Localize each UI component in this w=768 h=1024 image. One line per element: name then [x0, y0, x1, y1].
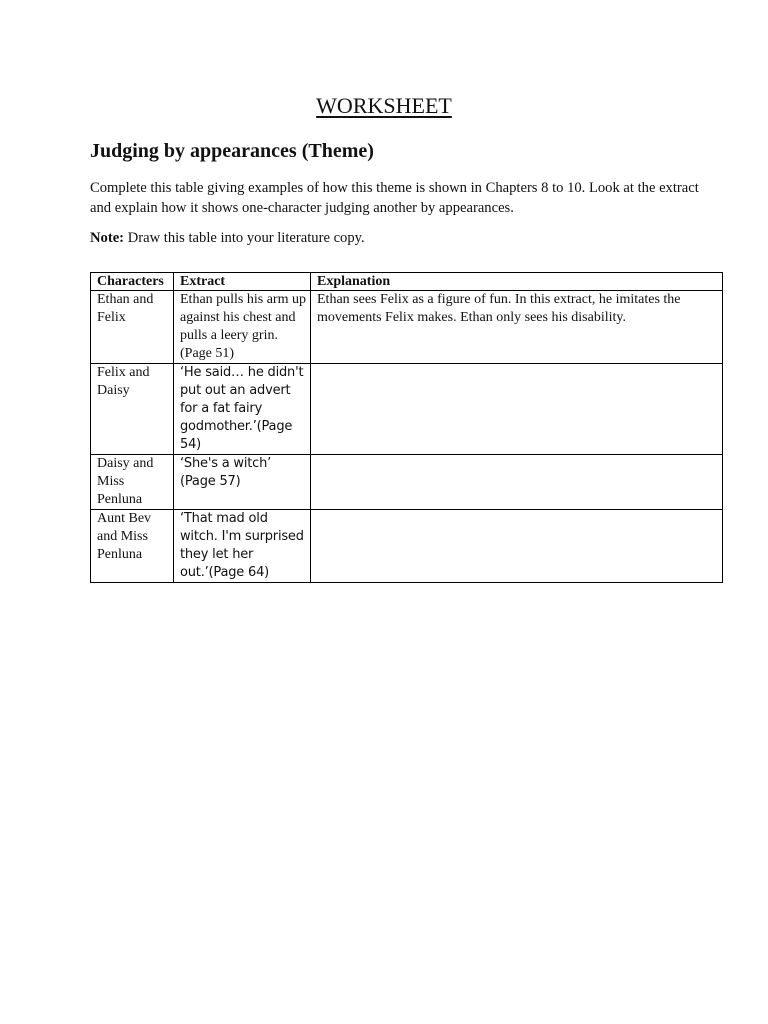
- cell-extract: ‘That mad old witch. I'm surprised they let her out.’(Page 64): [174, 510, 311, 583]
- cell-extract: ‘She's a witch’ (Page 57): [174, 455, 311, 510]
- cell-characters: Daisy and Miss Penluna: [91, 455, 174, 510]
- cell-explanation: [311, 455, 723, 510]
- instructions-paragraph: Complete this table giving examples of how this theme is shown in Chapters 8 to 10. Look at the extract and explain how it shows one-character judging another by appearances.: [90, 180, 699, 216]
- cell-explanation: Ethan sees Felix as a figure of fun. In this extract, he imitates the movements Felix makes. Ethan only sees his disability.: [311, 291, 723, 364]
- table-row: [91, 510, 723, 583]
- cell-explanation: [311, 510, 723, 583]
- header-explanation: Explanation: [311, 273, 723, 291]
- section-heading: Judging by appearances (Theme): [90, 140, 374, 162]
- theme-table: [90, 272, 723, 583]
- table-row: [91, 455, 723, 510]
- cell-characters: Ethan and Felix: [91, 291, 174, 364]
- table-header-row: [91, 273, 723, 291]
- cell-extract: ‘He said… he didn't put out an advert for a fat fairy godmother.’(Page 54): [174, 364, 311, 455]
- header-characters: Characters: [91, 273, 174, 291]
- cell-characters: Aunt Bev and Miss Penluna: [91, 510, 174, 583]
- cell-explanation: [311, 364, 723, 455]
- note-paragraph: [90, 229, 365, 248]
- cell-characters: Felix and Daisy: [91, 364, 174, 455]
- header-extract: Extract: [174, 273, 311, 291]
- note-text: Draw this table into your literature copy.: [124, 230, 365, 246]
- table-row: [91, 291, 723, 364]
- note-label: Note:: [90, 230, 125, 246]
- table-row: [91, 364, 723, 455]
- cell-extract: Ethan pulls his arm up against his chest and pulls a leery grin. (Page 51): [174, 291, 311, 364]
- page-title: WORKSHEET: [316, 93, 452, 118]
